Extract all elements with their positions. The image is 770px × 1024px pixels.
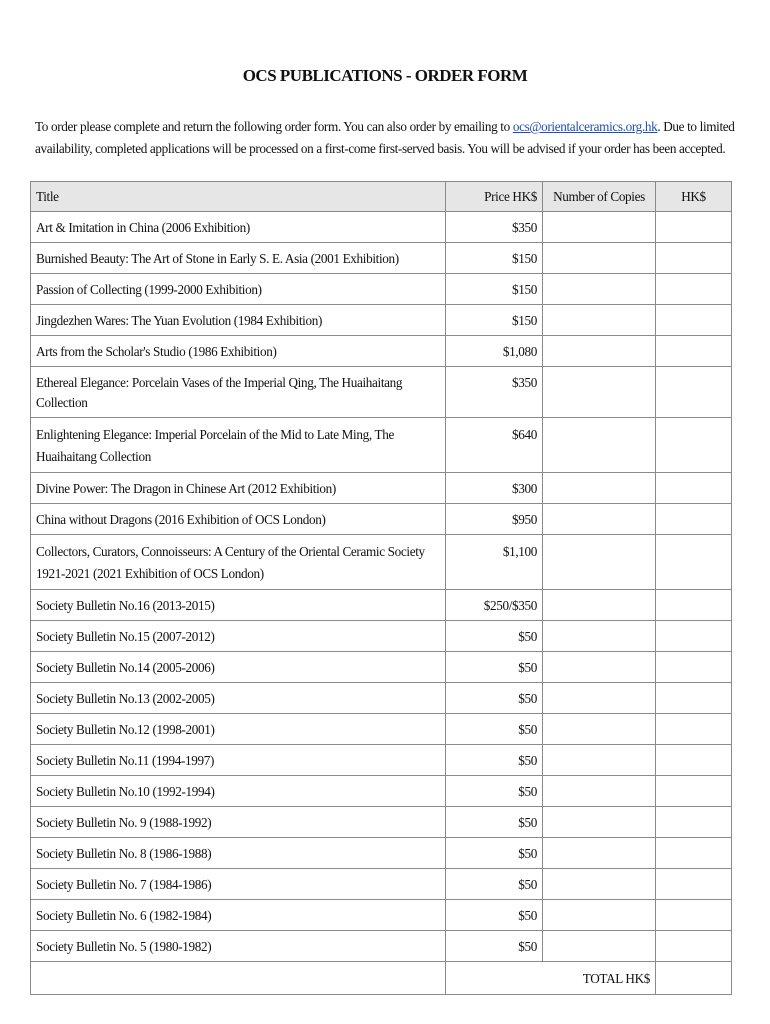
- row-price: $350: [446, 212, 543, 243]
- row-title: Society Bulletin No. 7 (1984-1986): [31, 869, 446, 900]
- copies-cell[interactable]: [543, 652, 656, 683]
- copies-cell[interactable]: [543, 274, 656, 305]
- copies-cell[interactable]: [543, 776, 656, 807]
- amount-cell[interactable]: [656, 900, 732, 931]
- copies-cell[interactable]: [543, 305, 656, 336]
- amount-cell[interactable]: [656, 869, 732, 900]
- copies-cell[interactable]: [543, 367, 656, 418]
- table-row: [31, 367, 732, 418]
- table-row: [31, 776, 732, 807]
- table-row: [31, 535, 732, 590]
- row-price: $50: [446, 838, 543, 869]
- order-table: [30, 181, 732, 995]
- amount-cell[interactable]: [656, 535, 732, 590]
- table-row: [31, 869, 732, 900]
- table-row: [31, 504, 732, 535]
- row-price: $50: [446, 776, 543, 807]
- table-row: [31, 838, 732, 869]
- table-row: [31, 683, 732, 714]
- row-price: $150: [446, 305, 543, 336]
- table-row: [31, 274, 732, 305]
- copies-cell[interactable]: [543, 683, 656, 714]
- copies-cell[interactable]: [543, 418, 656, 473]
- table-row: [31, 931, 732, 962]
- amount-cell[interactable]: [656, 305, 732, 336]
- copies-cell[interactable]: [543, 336, 656, 367]
- table-row: [31, 714, 732, 745]
- row-price: $50: [446, 621, 543, 652]
- amount-cell[interactable]: [656, 621, 732, 652]
- row-price: $150: [446, 274, 543, 305]
- amount-cell[interactable]: [656, 745, 732, 776]
- row-title: Society Bulletin No.10 (1992-1994): [31, 776, 446, 807]
- copies-cell[interactable]: [543, 838, 656, 869]
- total-row: [31, 962, 732, 995]
- intro-text-after-email: . Due to limited availability, completed applications will be processed on a first-come first-served basis. You will be advised if your order has been accepted.: [35, 119, 735, 156]
- row-title: Burnished Beauty: The Art of Stone in Early S. E. Asia (2001 Exhibition): [31, 243, 446, 274]
- amount-cell[interactable]: [656, 652, 732, 683]
- table-row: [31, 212, 732, 243]
- row-price: $640: [446, 418, 543, 473]
- row-price: $150: [446, 243, 543, 274]
- amount-cell[interactable]: [656, 243, 732, 274]
- table-row: [31, 652, 732, 683]
- column-header-hkd: HK$: [656, 182, 732, 212]
- table-row: [31, 590, 732, 621]
- row-price: $50: [446, 745, 543, 776]
- table-row: [31, 336, 732, 367]
- row-price: $50: [446, 714, 543, 745]
- row-title: Art & Imitation in China (2006 Exhibition): [31, 212, 446, 243]
- row-title: Society Bulletin No. 5 (1980-1982): [31, 931, 446, 962]
- row-title: Divine Power: The Dragon in Chinese Art (2012 Exhibition): [31, 473, 446, 504]
- page-title: OCS PUBLICATIONS - ORDER FORM: [242, 66, 528, 85]
- copies-cell[interactable]: [543, 745, 656, 776]
- amount-cell[interactable]: [656, 504, 732, 535]
- row-title: Jingdezhen Wares: The Yuan Evolution (1984 Exhibition): [31, 305, 446, 336]
- table-row: [31, 807, 732, 838]
- row-title: Society Bulletin No.11 (1994-1997): [31, 745, 446, 776]
- total-amount-cell[interactable]: [656, 962, 732, 995]
- row-title: Society Bulletin No. 9 (1988-1992): [31, 807, 446, 838]
- row-price: $50: [446, 652, 543, 683]
- copies-cell[interactable]: [543, 931, 656, 962]
- copies-cell[interactable]: [543, 504, 656, 535]
- row-price: $50: [446, 931, 543, 962]
- row-price: $1,100: [446, 535, 543, 590]
- amount-cell[interactable]: [656, 274, 732, 305]
- copies-cell[interactable]: [543, 535, 656, 590]
- column-header-copies: Number of Copies: [543, 182, 656, 212]
- amount-cell[interactable]: [656, 714, 732, 745]
- row-price: $1,080: [446, 336, 543, 367]
- table-row: [31, 243, 732, 274]
- copies-cell[interactable]: [543, 900, 656, 931]
- amount-cell[interactable]: [656, 776, 732, 807]
- row-title: Enlightening Elegance: Imperial Porcelain of the Mid to Late Ming, The Huaihaitang Collection: [31, 418, 446, 473]
- row-price: $50: [446, 869, 543, 900]
- table-row: [31, 900, 732, 931]
- row-price: $250/$350: [446, 590, 543, 621]
- row-title: Society Bulletin No.14 (2005-2006): [31, 652, 446, 683]
- row-title: Society Bulletin No.15 (2007-2012): [31, 621, 446, 652]
- amount-cell[interactable]: [656, 683, 732, 714]
- column-header-price: Price HK$: [446, 182, 543, 212]
- copies-cell[interactable]: [543, 590, 656, 621]
- row-title: Society Bulletin No.16 (2013-2015): [31, 590, 446, 621]
- row-title: Society Bulletin No.13 (2002-2005): [31, 683, 446, 714]
- amount-cell[interactable]: [656, 212, 732, 243]
- table-row: [31, 473, 732, 504]
- row-title: Passion of Collecting (1999-2000 Exhibition): [31, 274, 446, 305]
- intro-paragraph: [35, 116, 735, 160]
- total-blank-cell: [31, 962, 446, 995]
- row-title: Society Bulletin No. 8 (1986-1988): [31, 838, 446, 869]
- amount-cell[interactable]: [656, 807, 732, 838]
- row-title: Arts from the Scholar's Studio (1986 Exhibition): [31, 336, 446, 367]
- total-label: TOTAL HK$: [446, 962, 656, 995]
- row-price: $950: [446, 504, 543, 535]
- row-title: Ethereal Elegance: Porcelain Vases of the Imperial Qing, The Huaihaitang Collection: [31, 367, 446, 418]
- row-price: $50: [446, 900, 543, 931]
- copies-cell[interactable]: [543, 621, 656, 652]
- copies-cell[interactable]: [543, 212, 656, 243]
- amount-cell[interactable]: [656, 367, 732, 418]
- copies-cell[interactable]: [543, 243, 656, 274]
- row-price: $50: [446, 683, 543, 714]
- amount-cell[interactable]: [656, 590, 732, 621]
- amount-cell[interactable]: [656, 931, 732, 962]
- intro-text-before-email: To order please complete and return the following order form. You can also order by emailing to: [35, 119, 513, 134]
- column-header-title: Title: [31, 182, 446, 212]
- table-row: [31, 305, 732, 336]
- table-row: [31, 418, 732, 473]
- amount-cell[interactable]: [656, 418, 732, 473]
- amount-cell[interactable]: [656, 838, 732, 869]
- row-title: Society Bulletin No.12 (1998-2001): [31, 714, 446, 745]
- amount-cell[interactable]: [656, 473, 732, 504]
- row-title: Collectors, Curators, Connoisseurs: A Century of the Oriental Ceramic Society 1921-2021 (2021 Exhibition of OCS London): [31, 535, 446, 590]
- row-price: $300: [446, 473, 543, 504]
- table-row: [31, 621, 732, 652]
- copies-cell[interactable]: [543, 807, 656, 838]
- copies-cell[interactable]: [543, 714, 656, 745]
- row-price: $350: [446, 367, 543, 418]
- copies-cell[interactable]: [543, 473, 656, 504]
- row-title: Society Bulletin No. 6 (1982-1984): [31, 900, 446, 931]
- table-header-row: [31, 182, 732, 212]
- amount-cell[interactable]: [656, 336, 732, 367]
- email-link[interactable]: ocs@orientalceramics.org.hk: [512, 119, 658, 134]
- row-price: $50: [446, 807, 543, 838]
- table-row: [31, 745, 732, 776]
- row-title: China without Dragons (2016 Exhibition of OCS London): [31, 504, 446, 535]
- copies-cell[interactable]: [543, 869, 656, 900]
